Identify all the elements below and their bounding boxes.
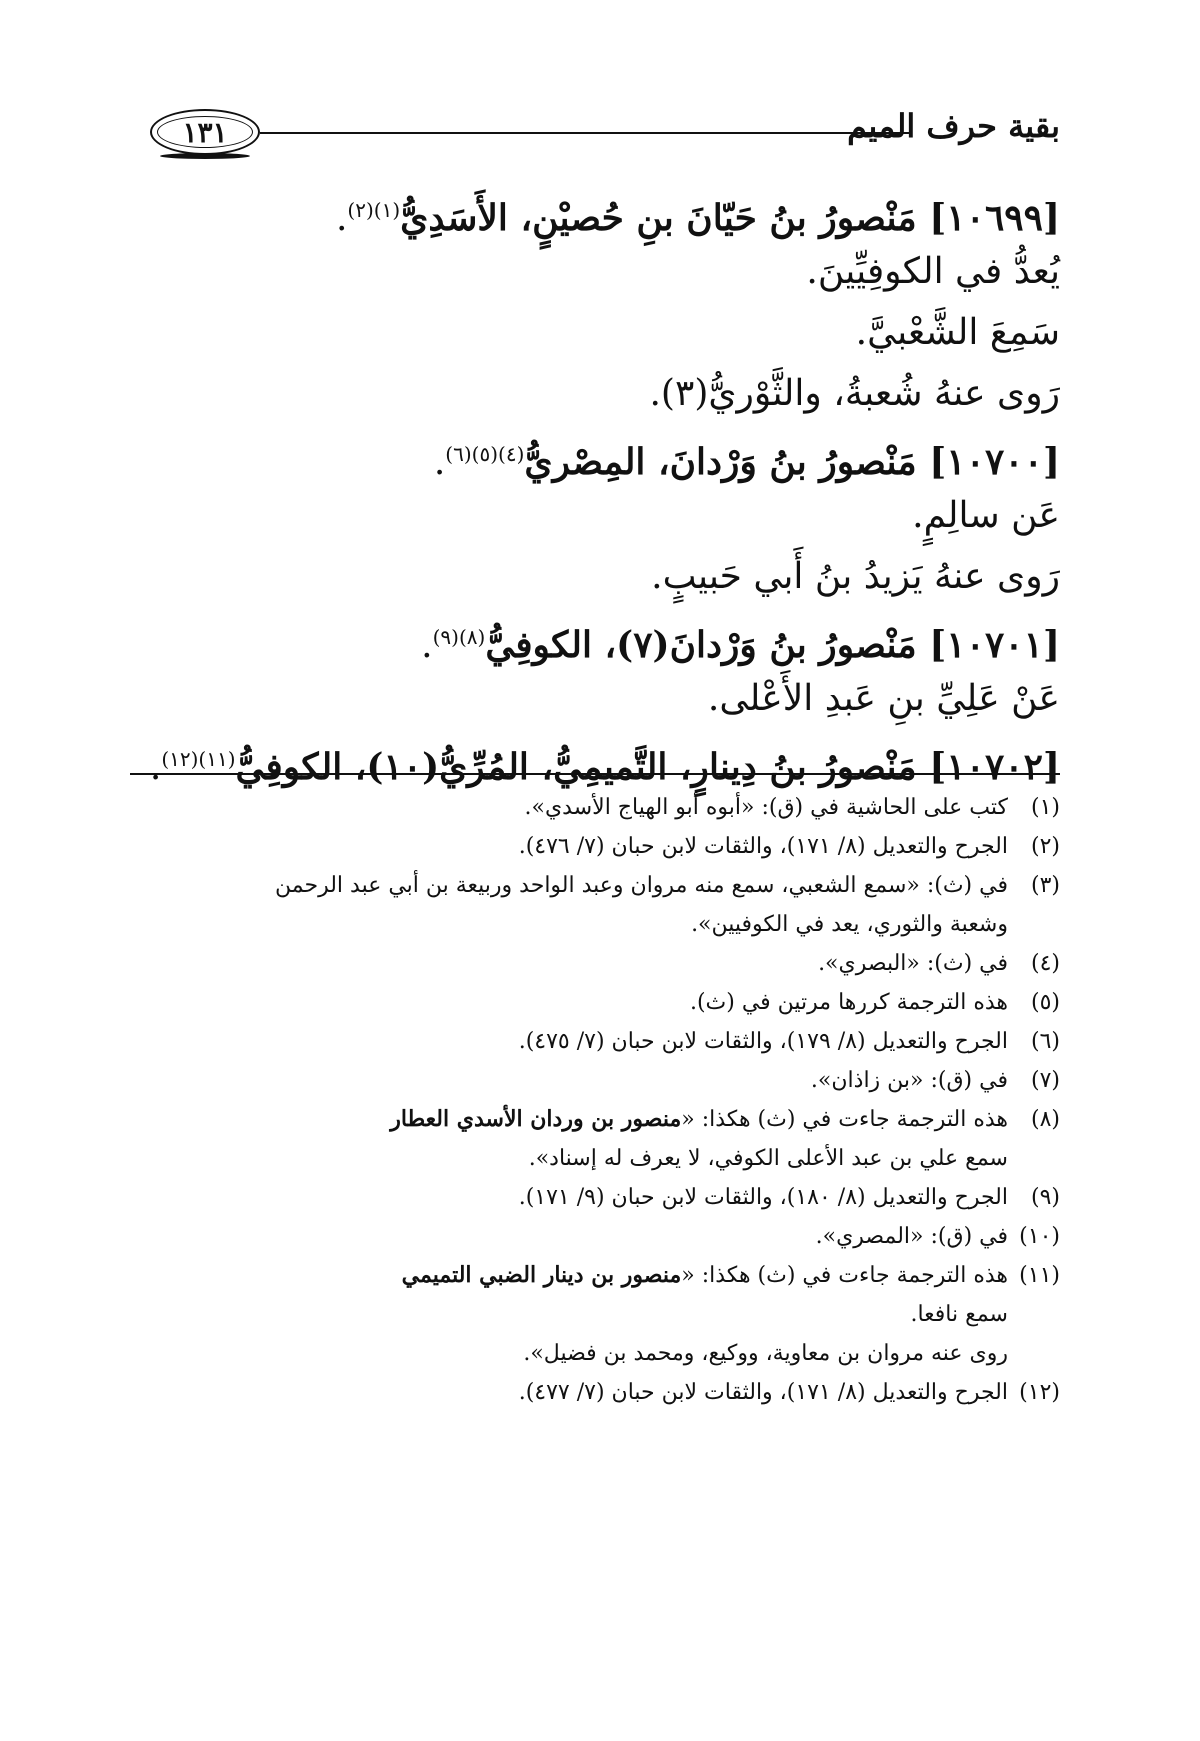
footnote-number: (١٢) xyxy=(1019,1380,1060,1405)
footnote-number: (١) xyxy=(1030,795,1060,820)
footnote-text-bold: منصور بن وردان الأسدي العطار xyxy=(390,1106,682,1132)
footnote xyxy=(120,1061,1060,1100)
footnote-number: (٦) xyxy=(1030,1029,1060,1054)
entry-name: مَنْصورُ بنُ وَرْدانَ(٧)، الكوفِيُّ xyxy=(485,624,917,666)
footnote-number: (٣) xyxy=(1030,873,1060,898)
entry-line: سَمِعَ الشَّعْبيَّ. xyxy=(855,312,1060,353)
footnote-number: (٢) xyxy=(1030,834,1060,859)
footnote-line: وشعبة والثوري، يعد في الكوفيين». xyxy=(691,912,1008,937)
footnote-number: (٧) xyxy=(1030,1068,1060,1093)
footnote-text: كتب على الحاشية في (ق): «أبوه أبو الهياج الأسدي». xyxy=(524,795,1008,820)
footnote-line: روى عنه مروان بن معاوية، ووكيع، ومحمد بن فضيل». xyxy=(523,1341,1008,1366)
entry-name: مَنْصورُ بنُ وَرْدانَ، المِصْريُّ xyxy=(524,441,917,483)
footnote-text: الجرح والتعديل (٨/ ١٧١)، والثقات لابن حبان (٧/ ٤٧٦). xyxy=(518,834,1008,859)
page-header xyxy=(150,105,1060,165)
footnote-text: في (ق): «بن زاذان». xyxy=(810,1068,1008,1093)
footnote-text: هذه الترجمة كررها مرتين في (ث). xyxy=(689,990,1008,1015)
entry-name: مَنْصورُ بنُ دِينارٍ، التَّميمِيُّ، المُرِّيُّ(١٠)، الكوفِيُّ xyxy=(235,746,917,788)
running-title: بقية حرف الميم xyxy=(847,107,1060,145)
entry-heading xyxy=(120,729,1060,790)
footnote xyxy=(120,983,1060,1022)
entry-line: يُعدُّ في الكوفِيِّينَ. xyxy=(806,251,1060,292)
entry-line: عَنْ عَلِيِّ بنِ عَبدِ الأَعْلى. xyxy=(707,678,1060,719)
entry-end: . xyxy=(421,625,433,666)
footnote-separator xyxy=(130,773,1060,775)
footnote-number: (١١) xyxy=(1019,1263,1060,1288)
footnote xyxy=(120,1178,1060,1217)
footnote xyxy=(120,1373,1060,1412)
entry-line: عَن سالِمٍ. xyxy=(912,495,1060,536)
entry-number: [١٠٧٠٢] xyxy=(929,746,1060,788)
page-number-badge xyxy=(150,109,260,155)
entry-end: . xyxy=(149,747,162,788)
entry-line: رَوى عنهُ شُعبةُ، والثَّوْريُّ(٣). xyxy=(649,373,1060,414)
footnote-number: (١٠) xyxy=(1019,1224,1060,1249)
entry-heading xyxy=(120,180,1060,241)
entry-heading xyxy=(120,424,1060,485)
footnote-marks: (١١)(١٢) xyxy=(161,747,236,771)
footnote-text-plain: هذه الترجمة جاءت في (ث) هكذا: « xyxy=(681,1263,1008,1288)
footnote-marks: (٤)(٥)(٦) xyxy=(445,442,525,466)
footnote-text: في (ث): «البصري». xyxy=(818,951,1008,976)
footnote-marks: (١)(٢) xyxy=(347,198,401,222)
footnote-text-plain: هذه الترجمة جاءت في (ث) هكذا: « xyxy=(681,1107,1008,1132)
footnote-marks: (٨)(٩) xyxy=(432,625,486,649)
footnote xyxy=(120,1217,1060,1256)
footnote-line xyxy=(120,1256,1008,1295)
footnote xyxy=(120,1256,1060,1373)
entry-number: [١٠٧٠٠] xyxy=(929,441,1060,483)
footnote-text: الجرح والتعديل (٨/ ١٧٩)، والثقات لابن حبان (٧/ ٤٧٥). xyxy=(518,1029,1008,1054)
footnote xyxy=(120,944,1060,983)
footnote-text xyxy=(120,866,1008,944)
main-text xyxy=(120,180,1060,790)
footnote-text: الجرح والتعديل (٨/ ١٧١)، والثقات لابن حبان (٧/ ٤٧٧). xyxy=(518,1380,1008,1405)
entry-end: . xyxy=(335,198,348,239)
footnote xyxy=(120,866,1060,944)
footnotes xyxy=(120,788,1060,1412)
header-rule xyxy=(260,132,910,134)
footnote-number: (٩) xyxy=(1030,1185,1060,1210)
footnote-text xyxy=(120,1100,1008,1178)
footnote-number: (٨) xyxy=(1030,1107,1060,1132)
footnote-line xyxy=(120,1100,1008,1139)
footnote-line: سمع نافعا. xyxy=(910,1302,1008,1327)
footnote xyxy=(120,1100,1060,1178)
entry-number: [١٠٧٠١] xyxy=(929,624,1060,666)
entry-name: مَنْصورُ بنُ حَيّانَ بنِ حُصيْنٍ، الأَسَدِيُّ xyxy=(400,197,917,239)
entry-number: [١٠٦٩٩] xyxy=(929,197,1060,239)
footnote xyxy=(120,788,1060,827)
footnote xyxy=(120,827,1060,866)
footnote-number: (٥) xyxy=(1030,990,1060,1015)
footnote-text xyxy=(120,1256,1008,1373)
footnote-number: (٤) xyxy=(1030,951,1060,976)
footnote xyxy=(120,1022,1060,1061)
footnote-text: الجرح والتعديل (٨/ ١٨٠)، والثقات لابن حبان (٩/ ١٧١). xyxy=(518,1185,1008,1210)
footnote-line: سمع علي بن عبد الأعلى الكوفي، لا يعرف له إسناد». xyxy=(528,1146,1008,1171)
entry-line: رَوى عنهُ يَزيدُ بنُ أَبي حَبيبٍ. xyxy=(651,556,1060,597)
entry-heading xyxy=(120,607,1060,668)
page-number: ١٣١ xyxy=(182,115,228,149)
footnote-text-bold: منصور بن دينار الضبي التميمي xyxy=(401,1262,682,1288)
entry-end: . xyxy=(433,442,446,483)
footnote-line: في (ث): «سمع الشعبي، سمع منه مروان وعبد الواحد وربيعة بن أبي عبد الرحمن xyxy=(275,873,1008,898)
footnote-text: في (ق): «المصري». xyxy=(815,1224,1008,1249)
